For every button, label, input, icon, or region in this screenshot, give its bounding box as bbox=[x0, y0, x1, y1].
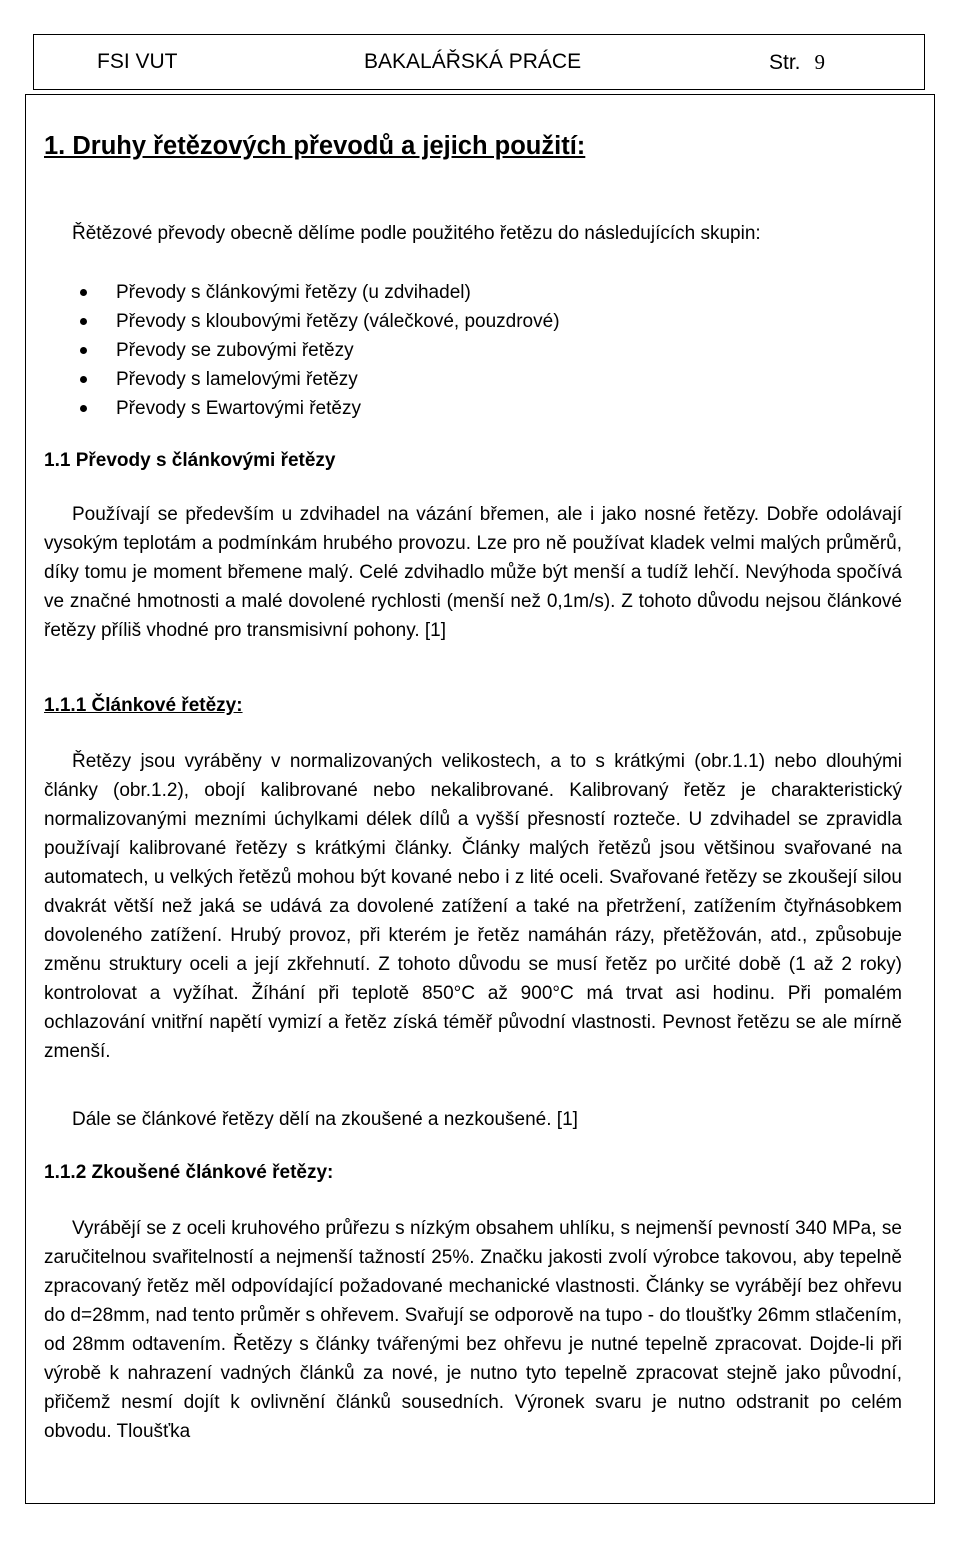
section-1-1-2-paragraph: Vyrábějí se z oceli kruhového průřezu s nízkým obsahem uhlíku, s nejmenší pevností 340 MPa, se zaručitelnou svařitelností a nejmenší tažností 25%. Značku jakosti zvolí výrobce takovou, aby tepelně zpracovaný řetěz měl odpovídající požadované mechanické vlastnosti. Články se vyrábějí bez ohřevu do d=28mm, nad tento průměr s ohřevem. Svařují se odporově na tupo - do tloušťky 26mm stlačením, od 28mm odtavením. Řetězy s články tvářenými bez ohřevu je nutné tepelně zpracovat. Dojde-li při výrobě k nahrazení vadných článků za nové, je nutno tyto tepelně zpracovat stejně jako původní, přičemž nesmí dojít k ovlivnění článků sousedních. Výronek svaru je nutno odstranit po celém obvodu. Tloušťka bbox=[44, 1218, 902, 1442]
section-1-1-paragraph: Používají se především u zdvihadel na vázání břemen, ale i jako nosné řetězy. Dobře odolávají vysokým teplotám a podmínkám hrubého provozu. Lze pro ně používat kladek velmi malých průměrů, díky tomu je moment břemene malý. Celé zdvihadlo může být menší a tudíž lehčí. Nevýhoda spočívá ve značné hmotnosti a malé dovolené rychlosti (menší než 0,1m/s). Z tohoto důvodu nejsou článkové řetězy příliš vhodné pro transmisivní pohony. [1] bbox=[44, 504, 902, 641]
header-faculty: FSI VUT bbox=[97, 50, 178, 73]
header-thesis-type: BAKALÁŘSKÁ PRÁCE bbox=[364, 50, 582, 73]
page-header bbox=[33, 34, 925, 90]
chain-types-list bbox=[44, 278, 560, 423]
list-item: Převody s kloubovými řetězy (válečkové, pouzdrové) bbox=[44, 307, 560, 336]
section-1-1-1-paragraph: Řetězy jsou vyráběny v normalizovaných velikostech, a to s krátkými (obr.1.1) nebo dlouhými články (obr.1.2), obojí kalibrované nebo nekalibrované. Kalibrovaný řetěz je charakteristický normalizovanými mezními úchylkami délek dílů a vyšší přesností rozteče. U zdvihadel se zpravidla používají kalibrované řetězy s krátkými články. Články malých řetězů jsou většinou svařované na automatech, u velkých řetězů mohou být kované nebo i z lité oceli. Svařované řetězy se zkoušejí silou dvakrát větší než jaká se udává za dovolené zatížení a také na přetržení, zatížením čtyřnásobkem dovoleného zatížení. Hrubý provoz, při kterém je řetěz namáhán rázy, přetěžován, atd., způsobuje změnu struktury oceli a její zkřehnutí. Z tohoto důvodu se musí řetěz po určité době (1 až 2 roky) kontrolovat a vyžíhat. Žíhání při teplotě 850°C až 900°C má trvat asi hodinu. Při pomalém ochlazování vnitřní napětí vymizí a řetěz získá téměř původní vlastnosti. Pevnost řetězu se ale mírně zmenší. bbox=[44, 751, 902, 1062]
section-1-1-title: 1.1 Převody s článkovými řetězy bbox=[44, 450, 336, 471]
list-item: Převody s Ewartovými řetězy bbox=[44, 394, 560, 423]
section-1-1-2-title: 1.1.2 Zkoušené článkové řetězy: bbox=[44, 1162, 334, 1183]
section-1-1-1-paragraph-2: Dále se článkové řetězy dělí na zkoušené a nezkoušené. [1] bbox=[72, 1109, 578, 1130]
header-page-number: 9 bbox=[814, 49, 826, 74]
section-1-1-1-title: 1.1.1 Článkové řetězy: bbox=[44, 695, 243, 716]
list-item: Převody se zubovými řetězy bbox=[44, 336, 560, 365]
intro-paragraph: Řětězové převody obecně dělíme podle použitého řetězu do následujících skupin: bbox=[72, 223, 761, 244]
chapter-title: 1. Druhy řetězových převodů a jejich použití: bbox=[44, 132, 586, 160]
header-page bbox=[769, 50, 825, 75]
list-item: Převody s lamelovými řetězy bbox=[44, 365, 560, 394]
list-item: Převody s článkovými řetězy (u zdvihadel) bbox=[44, 278, 560, 307]
header-page-label: Str. bbox=[769, 50, 801, 74]
